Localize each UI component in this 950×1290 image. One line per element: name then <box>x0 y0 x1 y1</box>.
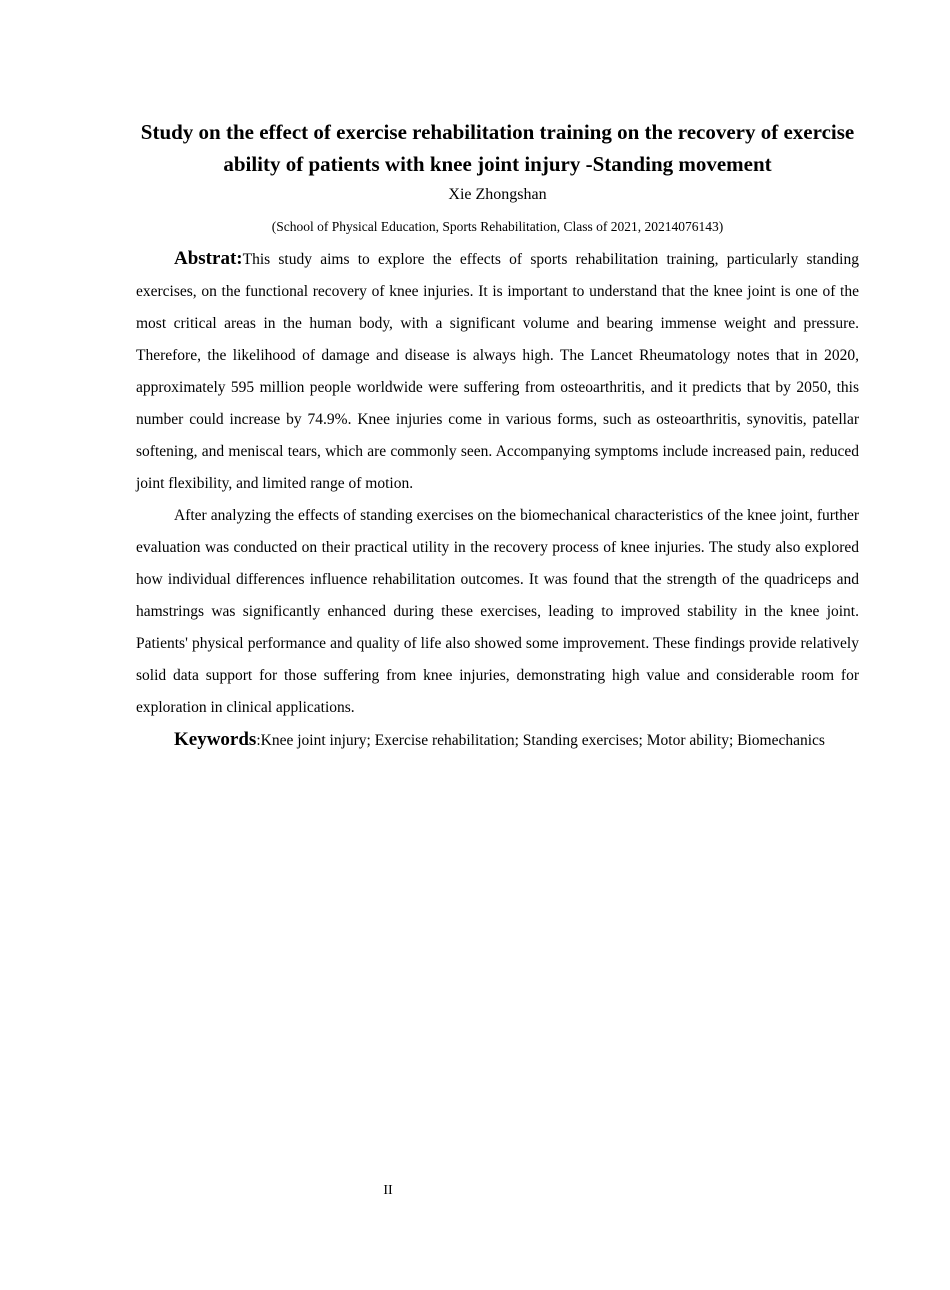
abstract-section <box>136 243 859 757</box>
keywords-text: :Knee joint injury; Exercise rehabilitation; Standing exercises; Motor ability; Biomechanics <box>256 732 825 749</box>
author-name: Xie Zhongshan <box>448 186 547 203</box>
keywords-label: Keywords <box>174 729 257 750</box>
abstract-paragraph-1 <box>136 243 859 500</box>
abstract-text-1: This study aims to explore the effects of sports rehabilitation training, particularly standing exercises, on the functional recovery of knee injuries. It is important to understand that the knee joint is one of the most critical areas in the human body, with a significant volume and bearing immense weight and pressure. Therefore, the likelihood of damage and disease is always high. The Lancet Rheumatology notes that in 2020, approximately 595 million people worldwide were suffering from osteoarthritis, and it predicts that by 2050, this number could increase by 74.9%. Knee injuries come in various forms, such as osteoarthritis, synovitis, patellar softening, and meniscal tears, which are commonly seen. Accompanying symptoms include increased pain, reduced joint flexibility, and limited range of motion. <box>136 251 859 492</box>
abstract-label: Abstrat: <box>174 248 243 269</box>
paper-title: Study on the effect of exercise rehabilitation training on the recovery of exercise ability of patients with knee joint injury -Standing movement <box>140 120 855 176</box>
keywords-paragraph <box>136 724 859 757</box>
abstract-text-2: After analyzing the effects of standing exercises on the biomechanical characteristics of the knee joint, further evaluation was conducted on their practical utility in the recovery process of knee injuries. The study also explored how individual differences influence rehabilitation outcomes. It was found that the strength of the quadriceps and hamstrings was significantly enhanced during these exercises, leading to improved stability in the knee joint. Patients' physical performance and quality of life also showed some improvement. These findings provide relatively solid data support for those suffering from knee injuries, demonstrating high value and considerable room for exploration in clinical applications. <box>136 507 859 716</box>
page-number: II <box>383 1183 393 1198</box>
abstract-paragraph-2 <box>136 500 859 724</box>
author-affiliation: (School of Physical Education, Sports Rehabilitation, Class of 2021, 20214076143) <box>271 219 724 234</box>
